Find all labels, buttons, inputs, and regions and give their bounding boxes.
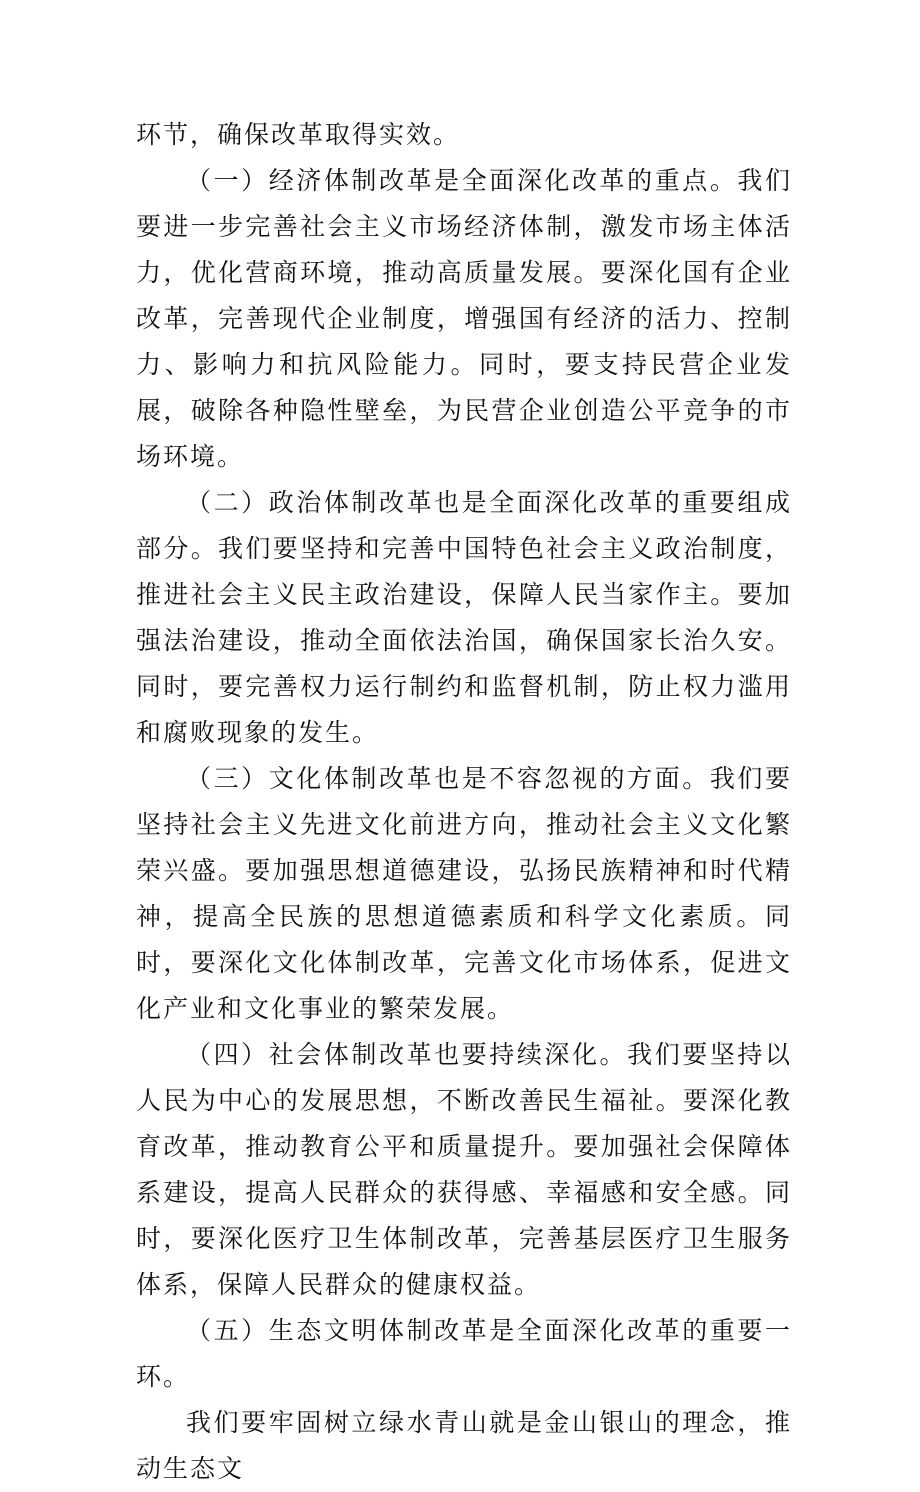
paragraph-cultural-reform: （三）文化体制改革也是不容忽视的方面。我们要坚持社会主义先进文化前进方向，推动社会主义文化繁荣兴盛。要加强思想道德建设，弘扬民族精神和时代精神，提高全民族的思想道德素质和科学文化素质。同时，要深化文化体制改革，完善文化市场体系，促进文化产业和文化事业的繁荣发展。 [136, 764, 792, 1023]
document-body [136, 112, 792, 1492]
paragraph-ecological-reform-heading: （五）生态文明体制改革是全面深化改革的重要一环。 [136, 1316, 792, 1391]
paragraph-political-reform: （二）政治体制改革也是全面深化改革的重要组成部分。我们要坚持和完善中国特色社会主义政治制度，推进社会主义民主政治建设，保障人民当家作主。要加强法治建设，推动全面依法治国，确保国家长治久安。同时，要完善权力运行制约和监督机制，防止权力滥用和腐败现象的发生。 [136, 488, 792, 747]
paragraph-ecological-reform-body: 我们要牢固树立绿水青山就是金山银山的理念，推动生态文 [136, 1408, 792, 1483]
paragraph-social-reform: （四）社会体制改革也要持续深化。我们要坚持以人民为中心的发展思想，不断改善民生福祉。要深化教育改革，推动教育公平和质量提升。要加强社会保障体系建设，提高人民群众的获得感、幸福感和安全感。同时，要深化医疗卫生体制改革，完善基层医疗卫生服务体系，保障人民群众的健康权益。 [136, 1040, 792, 1299]
paragraph-continuation: 环节，确保改革取得实效。 [136, 120, 461, 149]
paragraph-economic-reform: （一）经济体制改革是全面深化改革的重点。我们要进一步完善社会主义市场经济体制，激发市场主体活力，优化营商环境，推动高质量发展。要深化国有企业改革，完善现代企业制度，增强国有经济的活力、控制力、影响力和抗风险能力。同时，要支持民营企业发展，破除各种隐性壁垒，为民营企业创造公平竞争的市场环境。 [136, 166, 792, 471]
